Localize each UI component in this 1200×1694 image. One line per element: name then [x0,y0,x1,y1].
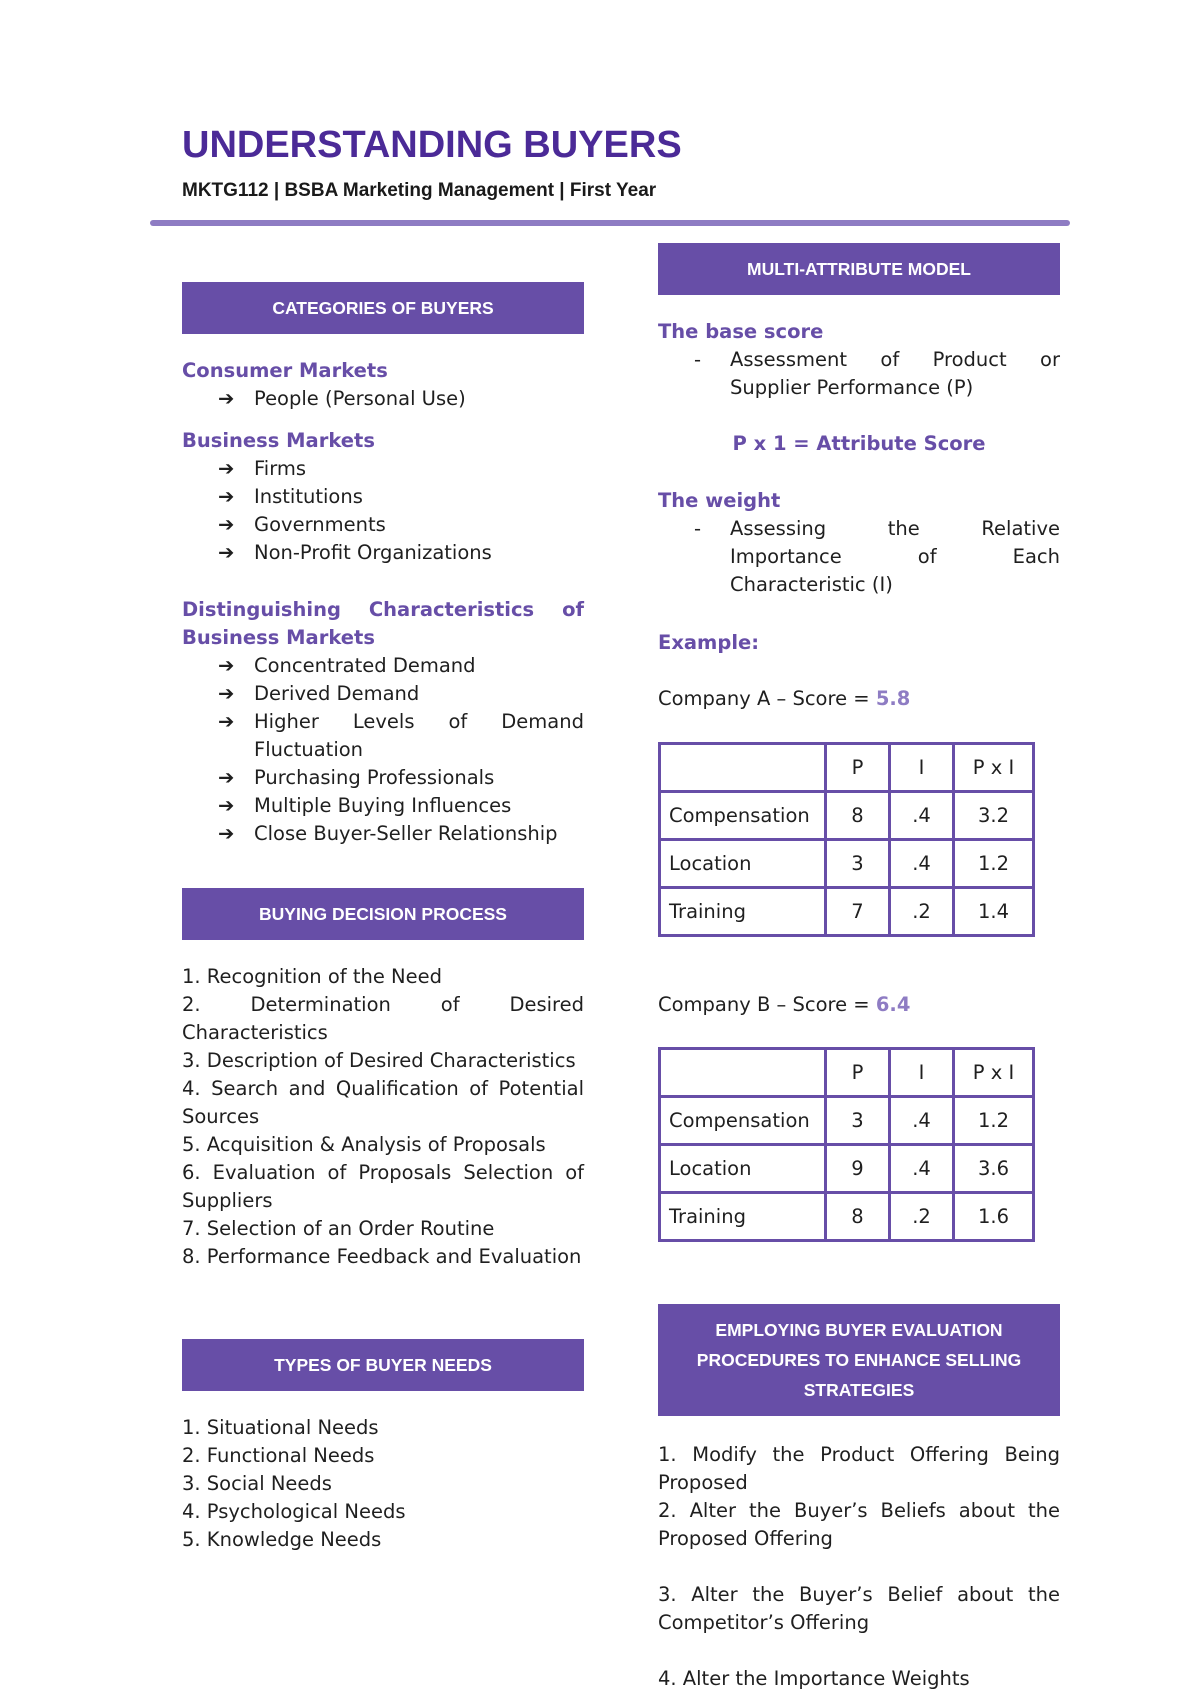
buyer-needs-list [182,1414,584,1554]
consumer-markets-list [218,385,584,413]
table-cell: 7 [826,888,890,936]
distinguishing-list [218,652,584,848]
list-item: 8. Performance Feedback and Evaluation [182,1245,582,1268]
company-a-label: Company A – Score = 5.8 [658,687,911,710]
table-header-cell: P x I [954,1049,1034,1097]
table-cell: 8 [826,792,890,840]
distinguishing-heading: Distinguishing Characteristics of Business Markets [182,598,584,649]
table-cell [660,1049,826,1097]
list-item: 2. Functional Needs [182,1444,375,1467]
list-item: 1. Modify the Product Offering Being Proposed [658,1443,1060,1494]
table-header-cell: P x I [954,744,1034,792]
formula: P x 1 = Attribute Score [732,432,986,455]
header-divider [150,220,1070,226]
list-item: ➔ People (Personal Use) [218,385,584,413]
weight-list [694,515,1060,599]
table-header-cell: I [890,1049,954,1097]
table-row [660,1145,1034,1193]
list-item: 5. Acquisition & Analysis of Proposals [182,1133,546,1156]
table-cell: 3 [826,840,890,888]
business-markets-list [218,455,584,567]
table-cell: Location [660,1145,826,1193]
arrow-icon: ➔ [218,766,235,789]
multi-attribute-banner: MULTI-ATTRIBUTE MODEL [658,243,1060,295]
buying-process-steps [182,963,584,1271]
company-a-score: 5.8 [875,687,911,710]
table-header-cell: P [826,744,890,792]
table-row [660,792,1034,840]
list-item: 3. Alter the Buyer’s Belief about the Competitor’s Offering [658,1583,1060,1634]
list-item: ➔ Close Buyer-Seller Relationship [218,820,584,848]
table-cell: 1.4 [954,888,1034,936]
list-item: 3. Social Needs [182,1472,332,1495]
arrow-icon: ➔ [218,541,235,564]
list-item: ➔ Firms [218,455,584,483]
table-cell: 1.2 [954,840,1034,888]
table-row [660,888,1034,936]
employing-banner: EMPLOYING BUYER EVALUATION PROCEDURES TO ENHANCE SELLING STRATEGIES [658,1304,1060,1416]
company-b-table [658,1047,1035,1242]
weight-heading: The weight [658,489,781,512]
list-item: ➔ Non-Profit Organizations [218,539,584,567]
buying-process-banner: BUYING DECISION PROCESS [182,888,584,940]
table-cell: .2 [890,1193,954,1241]
page-title: UNDERSTANDING BUYERS [182,124,682,166]
base-score-heading: The base score [658,320,824,343]
table-header-cell: P [826,1049,890,1097]
arrow-icon: ➔ [218,682,235,705]
list-item: ➔ Concentrated Demand [218,652,584,680]
arrow-icon: ➔ [218,654,235,677]
table-cell: Compensation [660,792,826,840]
list-item: 5. Knowledge Needs [182,1528,382,1551]
list-item: 1. Recognition of the Need [182,965,442,988]
list-item: - Assessing the Relative Importance of Each Characteristic (I) [694,517,1060,596]
company-b-label: Company B – Score = 6.4 [658,993,911,1016]
list-item: 2. Alter the Buyer’s Beliefs about the Proposed Offering [658,1499,1060,1550]
list-item: 1. Situational Needs [182,1416,379,1439]
arrow-icon: ➔ [218,485,235,508]
arrow-icon: ➔ [218,387,235,410]
arrow-icon: ➔ [218,457,235,480]
consumer-markets-heading: Consumer Markets [182,359,388,382]
table-cell: 3.6 [954,1145,1034,1193]
list-item: ➔ Governments [218,511,584,539]
list-item: 7. Selection of an Order Routine [182,1217,495,1240]
table-cell: Training [660,888,826,936]
list-item: ➔ Higher Levels of Demand Fluctuation [218,710,584,761]
arrow-icon: ➔ [218,513,235,536]
table-cell: Location [660,840,826,888]
list-item: 4. Psychological Needs [182,1500,406,1523]
buyer-needs-banner: TYPES OF BUYER NEEDS [182,1339,584,1391]
table-cell: 1.6 [954,1193,1034,1241]
dash-bullet: - [694,517,702,540]
table-cell: .4 [890,1145,954,1193]
dash-bullet: - [694,348,702,371]
list-item: ➔ Multiple Buying Influences [218,792,584,820]
table-cell: 1.2 [954,1097,1034,1145]
list-item: ➔ Institutions [218,483,584,511]
list-item: 4. Search and Qualification of Potential Sources [182,1077,584,1128]
list-item: 2. Determination of Desired Characteristics [182,993,584,1044]
list-item: 6. Evaluation of Proposals Selection of Suppliers [182,1161,584,1212]
arrow-icon: ➔ [218,822,235,845]
table-cell: 3 [826,1097,890,1145]
list-item: ➔ Purchasing Professionals [218,764,584,792]
categories-banner: CATEGORIES OF BUYERS [182,282,584,334]
page-subtitle: MKTG112 | BSBA Marketing Management | First Year [182,180,657,201]
table-cell: 8 [826,1193,890,1241]
table-cell: .4 [890,1097,954,1145]
table-row [660,840,1034,888]
base-score-list [694,346,1060,402]
table-row [660,1097,1034,1145]
table-cell: .4 [890,840,954,888]
business-markets-heading: Business Markets [182,429,375,452]
table-cell: 3.2 [954,792,1034,840]
list-item: 3. Description of Desired Characteristics [182,1049,576,1072]
table-cell: Compensation [660,1097,826,1145]
table-header-cell: I [890,744,954,792]
list-item: ➔ Derived Demand [218,680,584,708]
employing-list [658,1441,1060,1693]
table-cell: .2 [890,888,954,936]
table-header-row [660,1049,1034,1097]
list-item: - Assessment of Product or Supplier Performance (P) [694,348,1060,399]
arrow-icon: ➔ [218,710,235,733]
table-header-row [660,744,1034,792]
company-b-score: 6.4 [875,993,911,1016]
company-a-table [658,742,1035,937]
arrow-icon: ➔ [218,794,235,817]
table-row [660,1193,1034,1241]
table-cell: .4 [890,792,954,840]
list-item: 4. Alter the Importance Weights [658,1667,970,1690]
table-cell: Training [660,1193,826,1241]
example-heading: Example: [658,631,760,654]
table-cell: 9 [826,1145,890,1193]
table-cell [660,744,826,792]
